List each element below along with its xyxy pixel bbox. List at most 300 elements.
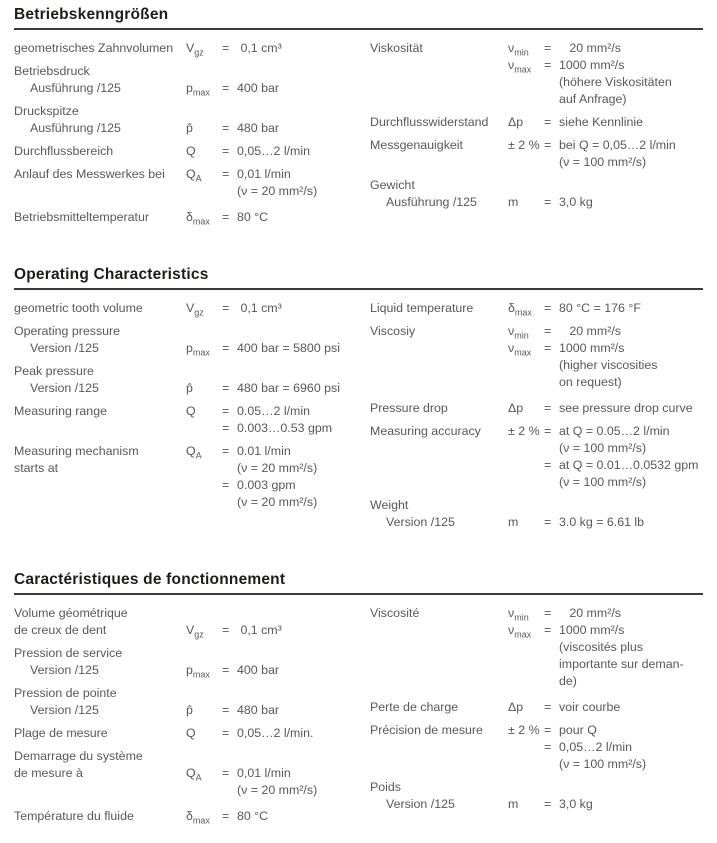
spec-label (370, 177, 508, 211)
spec-symbol: Q (186, 726, 196, 740)
spec-label-line: Peak pressure (14, 364, 94, 378)
spec-label-line: Betriebsdruck (14, 64, 90, 78)
spec-label-line: Version /125 (386, 515, 455, 529)
spec-row (14, 40, 370, 57)
spec-symbol (508, 739, 544, 756)
spec-value (186, 403, 370, 437)
equals-sign: = (222, 381, 230, 395)
equals-sign: = (544, 115, 552, 129)
equals-sign (222, 460, 237, 477)
equals-sign (544, 656, 559, 673)
equals-sign (544, 639, 559, 656)
value-text: (ν = 100 mm²/s) (559, 441, 647, 455)
value-text: importante sur deman- (559, 657, 684, 671)
spec-symbol: m (508, 195, 519, 209)
spec-label (14, 40, 186, 57)
equals-sign: = (544, 324, 552, 338)
value-text: at Q = 0.01…0.0532 gpm (559, 458, 699, 472)
spec-symbol: p̂ (186, 703, 193, 717)
equals-sign: = (222, 809, 230, 823)
spec-symbol: p̂ (186, 121, 193, 135)
spec-label (370, 400, 508, 417)
spec-value (508, 137, 703, 171)
spec-symbol (508, 756, 544, 773)
value-text: 0,05…2 l/min (237, 144, 311, 158)
spec-label-line: Liquid temperature (370, 301, 474, 315)
spec-value (508, 779, 703, 813)
spec-value (186, 166, 370, 200)
spec-value (186, 63, 370, 97)
spec-value-line (186, 702, 370, 719)
spec-value (508, 722, 703, 773)
spec-value-line (186, 477, 370, 494)
spec-value-line (186, 725, 370, 742)
equals-sign (222, 183, 237, 200)
spec-value (508, 699, 703, 716)
spec-value (186, 748, 370, 799)
spec-row (14, 143, 370, 160)
spec-label-line: Durchflussbereich (14, 144, 114, 158)
spec-value-line (508, 154, 703, 171)
value-text: 480 bar = 6960 psi (237, 381, 340, 395)
spec-symbol (508, 154, 544, 171)
spec-row (370, 323, 703, 391)
spec-symbol: Q (186, 144, 196, 158)
spec-value-line (186, 166, 370, 183)
spec-label-line: Volume géométrique (14, 606, 128, 620)
spec-label (14, 323, 186, 357)
spec-symbol (508, 639, 544, 656)
spec-label-line: Druckspitze (14, 104, 79, 118)
spec-label (14, 605, 186, 639)
spec-value-line (186, 622, 370, 639)
spec-label-line: Messgenauigkeit (370, 138, 463, 152)
spec-row (14, 363, 370, 397)
spec-value (508, 177, 703, 211)
spec-value-line (508, 639, 703, 656)
spec-value-line (508, 137, 703, 154)
spec-value (508, 114, 703, 131)
equals-sign: = (222, 144, 230, 158)
value-text: (ν = 100 mm²/s) (559, 757, 647, 771)
spec-symbol (508, 440, 544, 457)
spec-symbol: p̂ (186, 381, 193, 395)
spec-label-line: geometrisches Zahnvolumen (14, 41, 174, 55)
value-text: at Q = 0.05…2 l/min (559, 424, 670, 438)
spec-value-line (508, 699, 703, 716)
value-text: 3.0 kg = 6.61 lb (559, 515, 645, 529)
spec-row (14, 725, 370, 742)
spec-label (14, 685, 186, 719)
section-title: Caractéristiques de fonctionnement (14, 571, 703, 595)
spec-value-line (186, 120, 370, 137)
spec-row (370, 400, 703, 417)
spec-value-line (186, 80, 370, 97)
spec-label (14, 808, 186, 825)
spec-value-line (186, 380, 370, 397)
spec-value (186, 685, 370, 719)
equals-sign: = (222, 726, 230, 740)
spec-value-line (186, 782, 370, 799)
value-text: 80 °C = 176 °F (559, 301, 641, 315)
spec-value (186, 209, 370, 226)
equals-sign: = (544, 341, 552, 355)
spec-label-line: Pression de pointe (14, 686, 117, 700)
section-columns (14, 605, 703, 831)
equals-sign (544, 74, 559, 91)
spec-symbol: $V_{gz}$ (186, 623, 204, 640)
spec-label-line: Durchflusswiderstand (370, 115, 489, 129)
spec-row (370, 137, 703, 171)
spec-value (508, 423, 703, 491)
spec-label-line: starts at (14, 461, 59, 475)
spec-value-line (186, 765, 370, 782)
equals-sign: = (544, 740, 552, 754)
equals-sign: = (544, 41, 552, 55)
spec-symbol: $\nu_{min}$ (508, 41, 529, 58)
spec-label (14, 143, 186, 160)
spec-value-line (508, 656, 703, 673)
spec-row (370, 114, 703, 131)
equals-sign (222, 494, 237, 511)
value-text: 0.01 l/min (237, 444, 291, 458)
spec-symbol: $Q_A$ (186, 766, 202, 783)
value-text: 0,05…2 l/min (559, 740, 633, 754)
spec-row (14, 443, 370, 511)
value-text: 1000 mm²/s (559, 58, 625, 72)
spec-value-line (186, 443, 370, 460)
spec-value (508, 497, 703, 531)
spec-label (14, 166, 186, 200)
spec-value-line (186, 808, 370, 825)
spec-label (14, 443, 186, 511)
spec-value-line (186, 662, 370, 679)
spec-value-line (508, 357, 703, 374)
equals-sign (544, 374, 559, 391)
equals-sign (544, 673, 559, 690)
spec-value (186, 103, 370, 137)
equals-sign (544, 154, 559, 171)
spec-value (508, 400, 703, 417)
equals-sign: = (222, 301, 230, 315)
spec-label (370, 605, 508, 690)
value-text: 0.003…0.53 gpm (237, 421, 333, 435)
equals-sign: = (222, 703, 230, 717)
value-text: auf Anfrage) (559, 92, 627, 106)
equals-sign: = (544, 195, 552, 209)
equals-sign: = (544, 58, 552, 72)
spec-value-line (508, 622, 703, 639)
spec-symbol: $p_{max}$ (186, 663, 210, 680)
spec-symbol: $\nu_{max}$ (508, 58, 532, 75)
spec-symbol (508, 474, 544, 491)
spec-label-line: de creux de dent (14, 623, 107, 637)
spec-label-line: Ausführung /125 (30, 81, 121, 95)
spec-label-line: Weight (370, 498, 409, 512)
spec-label (14, 300, 186, 317)
section-columns (14, 300, 703, 537)
equals-sign: = (544, 301, 552, 315)
spec-value-line (186, 40, 370, 57)
spec-label-line: Ausführung /125 (30, 121, 121, 135)
spec-value (186, 808, 370, 825)
value-text: 0,01 l/min (237, 766, 291, 780)
spec-label-line: Version /125 (30, 341, 99, 355)
spec-label-line: Betriebsmitteltemperatur (14, 210, 149, 224)
value-text: 0,01 l/min (237, 167, 291, 181)
section-title: Betriebskenngrößen (14, 6, 703, 30)
right-column (370, 300, 703, 537)
value-text: 480 bar (237, 121, 280, 135)
spec-value-line (508, 605, 703, 622)
spec-value-line (508, 74, 703, 91)
spec-value (186, 40, 370, 57)
value-text: 0,1 cm³ (237, 301, 282, 315)
spec-label-line: Plage de mesure (14, 726, 108, 740)
value-text: 80 °C (237, 809, 269, 823)
equals-sign: = (222, 341, 230, 355)
equals-sign: = (222, 663, 230, 677)
spec-value-line (508, 796, 703, 813)
spec-value-line (508, 400, 703, 417)
spec-value-line (508, 457, 703, 474)
value-text: (ν = 20 mm²/s) (237, 783, 318, 797)
spec-symbol (186, 477, 222, 494)
equals-sign: = (222, 404, 230, 418)
value-text: pour Q (559, 723, 597, 737)
left-column (14, 300, 370, 537)
equals-sign: = (222, 478, 230, 492)
spec-label-line: Version /125 (386, 797, 455, 811)
spec-label-line: Viscosiy (370, 324, 416, 338)
spec-row (370, 779, 703, 813)
spec-label-line: Gewicht (370, 178, 415, 192)
spec-symbol (186, 420, 222, 437)
equals-sign: = (544, 401, 552, 415)
value-text: 0,1 cm³ (237, 623, 282, 637)
value-text: voir courbe (559, 700, 621, 714)
value-text: 0,05…2 l/min. (237, 726, 314, 740)
equals-sign (544, 440, 559, 457)
spec-label (370, 423, 508, 491)
spec-row (14, 403, 370, 437)
spec-label-line: Anlauf des Messwerkes bei (14, 167, 165, 181)
equals-sign: = (222, 81, 230, 95)
spec-value-line (508, 340, 703, 357)
spec-label (370, 300, 508, 317)
spec-symbol: $V_{gz}$ (186, 41, 204, 58)
spec-value (186, 605, 370, 639)
spec-symbol: $\delta_{max}$ (508, 301, 532, 318)
spec-row (14, 808, 370, 825)
spec-symbol (508, 656, 544, 673)
spec-label (370, 779, 508, 813)
spec-value-line (186, 209, 370, 226)
spec-row (14, 748, 370, 799)
value-text: on request) (559, 375, 622, 389)
value-text: (ν = 20 mm²/s) (237, 495, 318, 509)
equals-sign: = (544, 623, 552, 637)
spec-value (186, 363, 370, 397)
spec-value-line (186, 420, 370, 437)
equals-sign: = (544, 424, 552, 438)
value-text: siehe Kennlinie (559, 115, 644, 129)
spec-label (14, 645, 186, 679)
equals-sign: = (222, 41, 230, 55)
equals-sign: = (544, 723, 552, 737)
equals-sign: = (222, 167, 230, 181)
value-text: (ν = 20 mm²/s) (237, 184, 318, 198)
value-text: de) (559, 674, 577, 688)
spec-symbol (508, 457, 544, 474)
value-text: (ν = 100 mm²/s) (559, 155, 647, 169)
spec-row (14, 63, 370, 97)
spec-symbol: $\delta_{max}$ (186, 809, 210, 826)
value-text: 1000 mm²/s (559, 341, 625, 355)
spec-label-line: Measuring accuracy (370, 424, 481, 438)
spec-value-line (186, 143, 370, 160)
section-betriebskenngroessen (14, 6, 703, 232)
equals-sign (544, 357, 559, 374)
equals-sign: = (222, 444, 230, 458)
spec-symbol (508, 74, 544, 91)
spec-symbol: Δp (508, 115, 524, 129)
spec-label (370, 323, 508, 391)
spec-value-line (508, 57, 703, 74)
spec-value-line (508, 423, 703, 440)
spec-label-line: Pression de service (14, 646, 123, 660)
spec-symbol: $\nu_{min}$ (508, 324, 529, 341)
spec-row (370, 722, 703, 773)
spec-row (370, 177, 703, 211)
equals-sign: = (544, 458, 552, 472)
spec-value (186, 143, 370, 160)
spec-symbol (186, 494, 222, 511)
spec-row (370, 497, 703, 531)
spec-row (14, 103, 370, 137)
spec-symbol (186, 183, 222, 200)
spec-label-line: Version /125 (30, 663, 99, 677)
section-title: Operating Characteristics (14, 266, 703, 290)
spec-value-line (508, 374, 703, 391)
spec-label-line: de mesure à (14, 766, 83, 780)
spec-value-line (508, 114, 703, 131)
spec-label (370, 40, 508, 108)
spec-value-line (508, 91, 703, 108)
spec-label (14, 63, 186, 97)
spec-value (508, 323, 703, 391)
spec-symbol: ± 2 % (508, 424, 540, 438)
value-text: (higher viscosities (559, 358, 658, 372)
spec-value (186, 443, 370, 511)
spec-value-line (508, 194, 703, 211)
spec-symbol: $\nu_{max}$ (508, 341, 532, 358)
value-text: 400 bar = 5800 psi (237, 341, 340, 355)
spec-label (14, 209, 186, 226)
spec-symbol: $\nu_{max}$ (508, 623, 532, 640)
spec-value (186, 300, 370, 317)
spec-label (370, 497, 508, 531)
equals-sign (544, 756, 559, 773)
spec-symbol: $\delta_{max}$ (186, 210, 210, 227)
spec-symbol (508, 374, 544, 391)
value-text: see pressure drop curve (559, 401, 693, 415)
spec-label (14, 748, 186, 799)
value-text: 20 mm²/s (559, 41, 621, 55)
spec-label-line: Version /125 (30, 703, 99, 717)
spec-row (14, 209, 370, 226)
spec-symbol: $V_{gz}$ (186, 301, 204, 318)
equals-sign: = (544, 606, 552, 620)
spec-row (370, 300, 703, 317)
spec-label-line: Température du fluide (14, 809, 134, 823)
right-column (370, 40, 703, 232)
value-text: 400 bar (237, 663, 280, 677)
value-text: 0,1 cm³ (237, 41, 282, 55)
equals-sign: = (222, 121, 230, 135)
equals-sign: = (222, 421, 230, 435)
value-text: (ν = 20 mm²/s) (237, 461, 318, 475)
spec-value-line (508, 756, 703, 773)
spec-label-line: Poids (370, 780, 401, 794)
spec-label-line: Measuring mechanism (14, 444, 139, 458)
spec-label-line: Perte de charge (370, 700, 459, 714)
spec-symbol: m (508, 797, 519, 811)
left-column (14, 40, 370, 232)
spec-symbol: $\nu_{min}$ (508, 606, 529, 623)
spec-label (14, 363, 186, 397)
spec-label-line: Pressure drop (370, 401, 448, 415)
value-text: 3,0 kg (559, 797, 593, 811)
spec-label-line: Operating pressure (14, 324, 121, 338)
spec-value-line (186, 403, 370, 420)
value-text: 1000 mm²/s (559, 623, 625, 637)
spec-symbol: $Q_A$ (186, 167, 202, 184)
equals-sign: = (544, 797, 552, 811)
spec-value-line (508, 300, 703, 317)
equals-sign: = (222, 623, 230, 637)
value-text: 80 °C (237, 210, 269, 224)
spec-symbol: Δp (508, 401, 524, 415)
spec-label (370, 722, 508, 773)
spec-value (186, 725, 370, 742)
value-text: 20 mm²/s (559, 324, 621, 338)
spec-value-line (508, 722, 703, 739)
spec-symbol: $p_{max}$ (186, 81, 210, 98)
section-columns (14, 40, 703, 232)
spec-value-line (508, 514, 703, 531)
value-text: bei Q = 0,05…2 l/min (559, 138, 676, 152)
spec-row (370, 699, 703, 716)
spec-symbol: $Q_A$ (186, 444, 202, 461)
value-text: 400 bar (237, 81, 280, 95)
value-text: 480 bar (237, 703, 280, 717)
equals-sign (222, 782, 237, 799)
spec-symbol: $p_{max}$ (186, 341, 210, 358)
spec-value-line (508, 739, 703, 756)
right-column (370, 605, 703, 831)
value-text: (viscosités plus (559, 640, 644, 654)
spec-label (370, 114, 508, 131)
spec-label (14, 103, 186, 137)
spec-value-line (186, 494, 370, 511)
spec-value-line (186, 460, 370, 477)
spec-row (370, 605, 703, 690)
spec-symbol (508, 673, 544, 690)
spec-label-line: Viskosität (370, 41, 423, 55)
spec-row (14, 645, 370, 679)
spec-value-line (508, 440, 703, 457)
